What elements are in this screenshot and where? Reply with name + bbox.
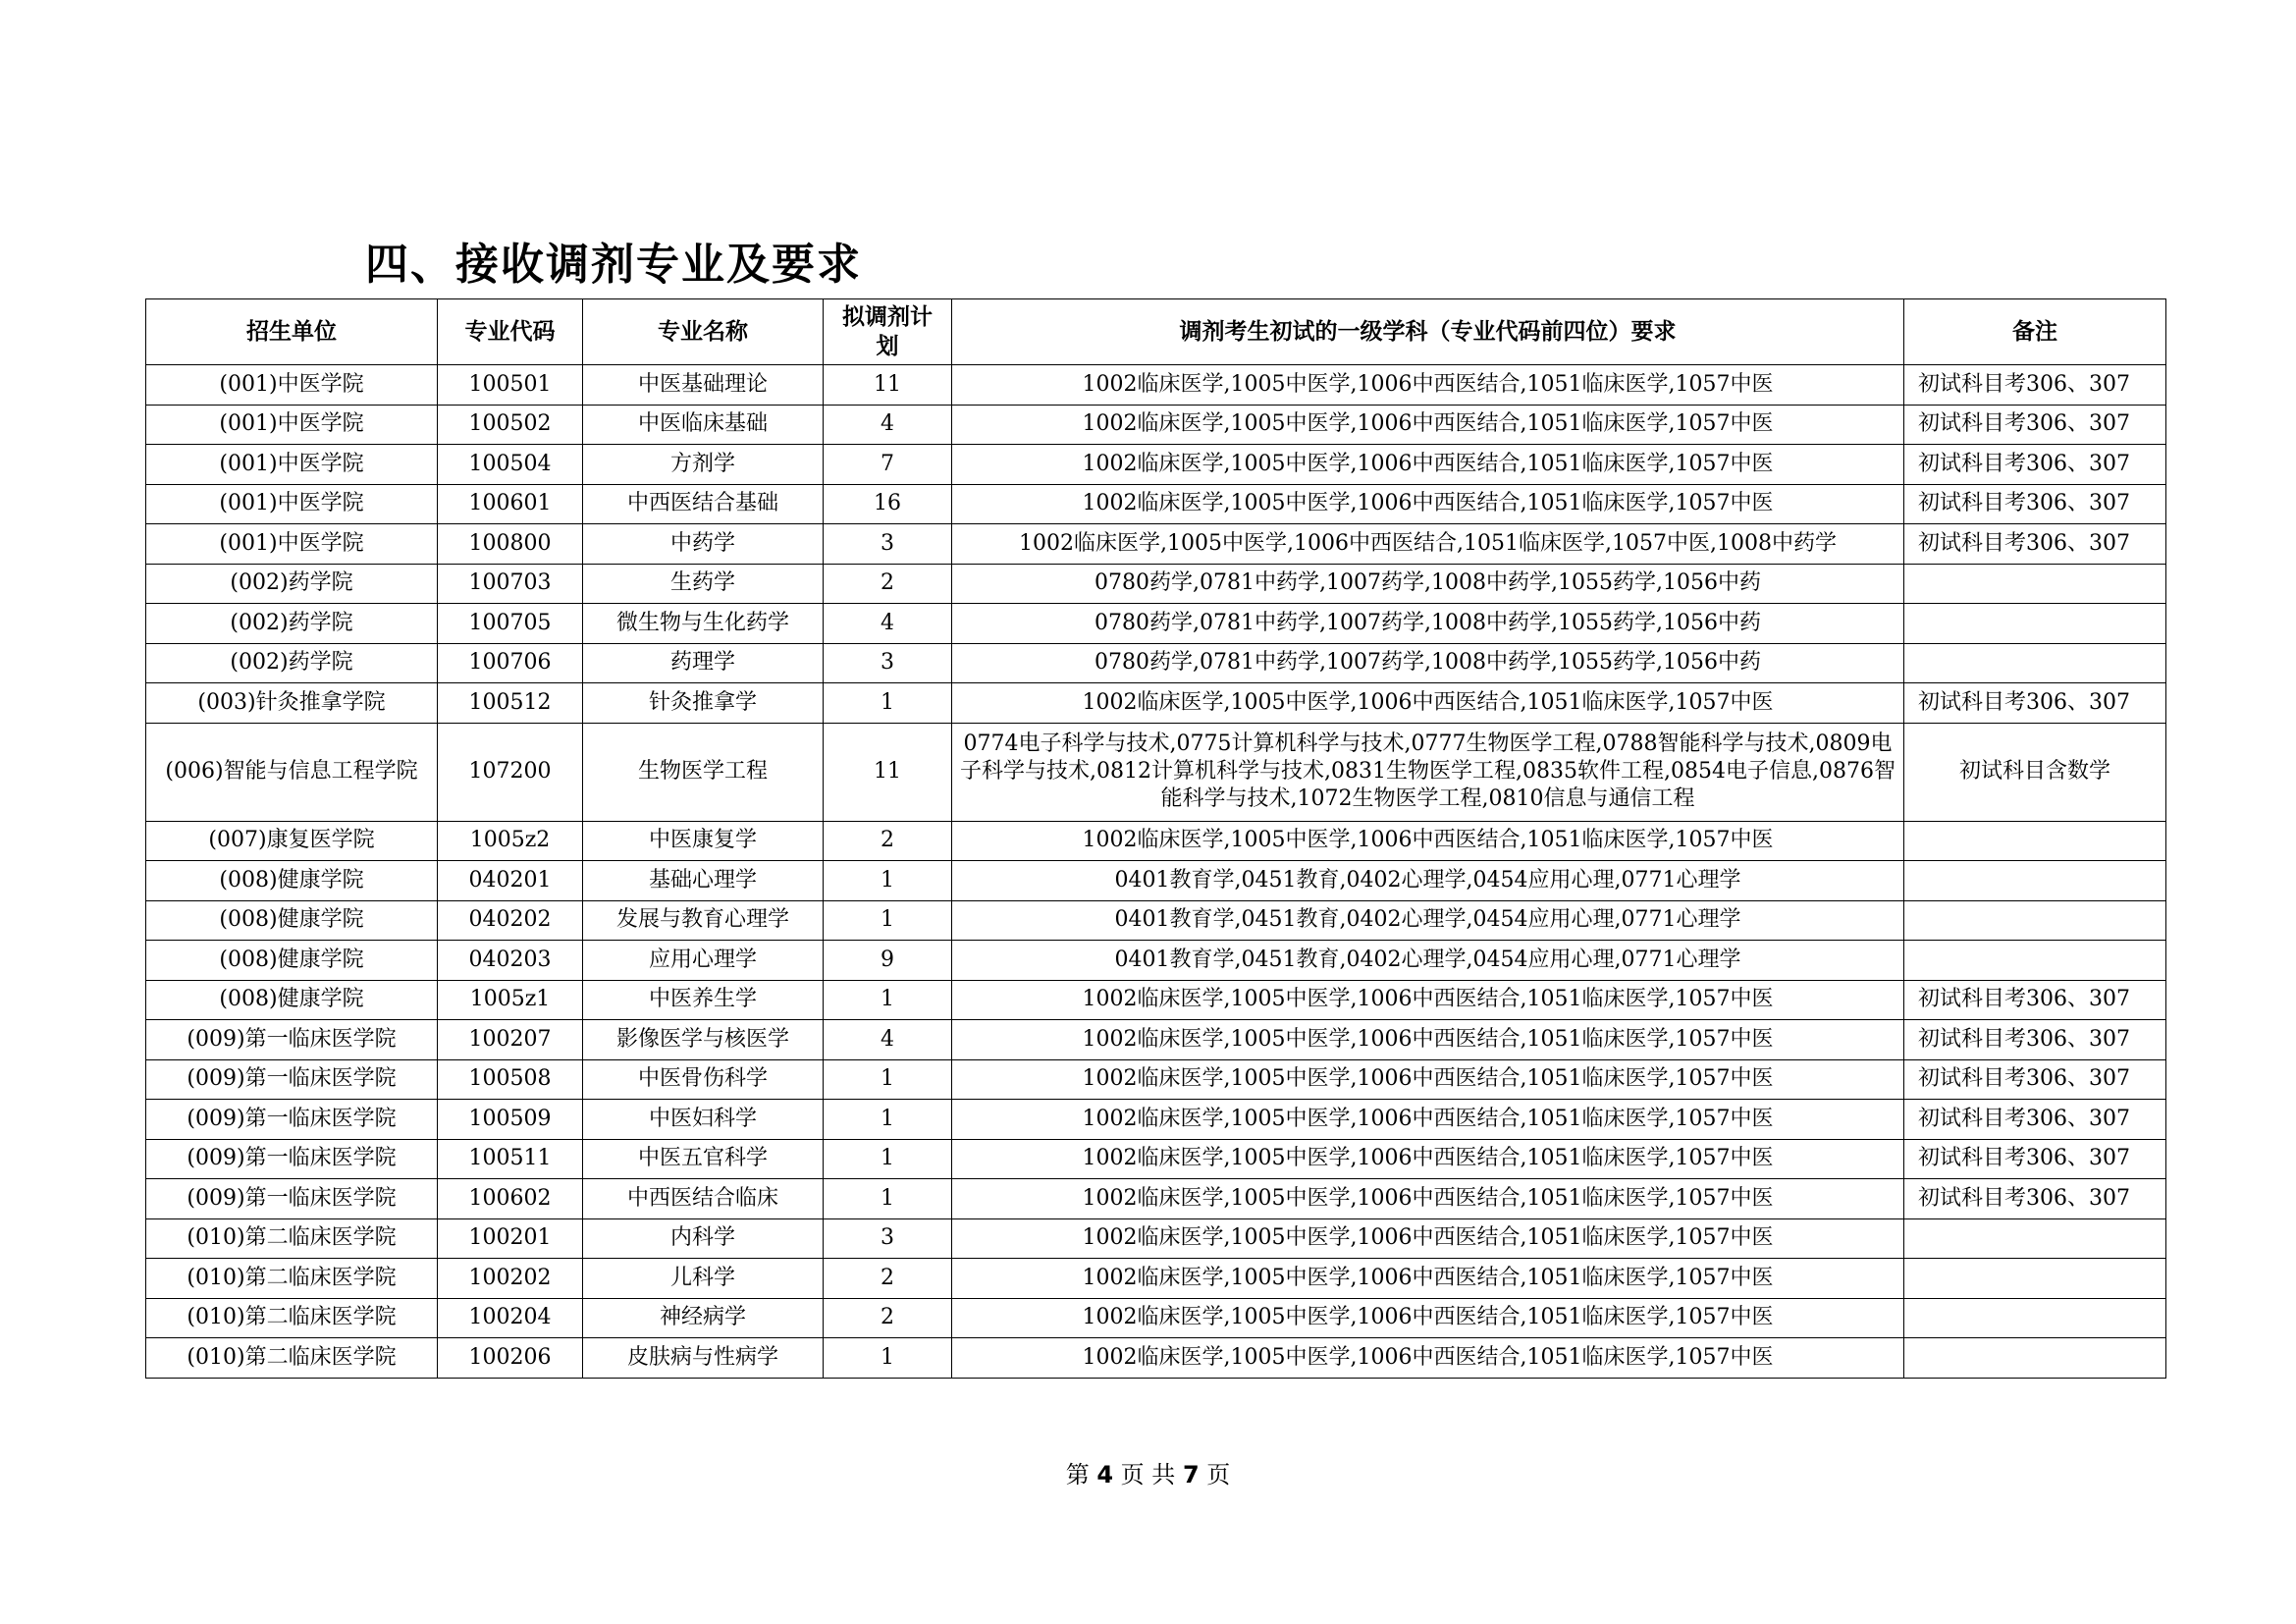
table-row: [146, 861, 2166, 901]
cell-remark: [1904, 1218, 2166, 1259]
cell-major: 方剂学: [583, 445, 824, 485]
table-row: [146, 683, 2166, 724]
header-code: 专业代码: [438, 299, 583, 365]
table-header-row: [146, 299, 2166, 365]
cell-unit: (009)第一临床医学院: [146, 1139, 438, 1179]
cell-code: 100504: [438, 445, 583, 485]
cell-requirement: 0401教育学,0451教育,0402心理学,0454应用心理,0771心理学: [952, 941, 1904, 981]
cell-requirement: 1002临床医学,1005中医学,1006中西医结合,1051临床医学,1057中医: [952, 405, 1904, 445]
cell-code: 107200: [438, 723, 583, 821]
table-row: [146, 484, 2166, 524]
cell-major: 生物医学工程: [583, 723, 824, 821]
cell-unit: (008)健康学院: [146, 900, 438, 941]
cell-major: 中医五官科学: [583, 1139, 824, 1179]
cell-plan: 1: [824, 1100, 952, 1140]
cell-remark: [1904, 564, 2166, 604]
cell-remark: [1904, 821, 2166, 861]
table-row: [146, 405, 2166, 445]
cell-plan: 11: [824, 365, 952, 406]
table-row: [146, 1218, 2166, 1259]
section-title: 四、接收调剂专业及要求: [365, 240, 862, 290]
footer-suffix: 页: [1206, 1461, 1231, 1489]
cell-unit: (010)第二临床医学院: [146, 1259, 438, 1299]
cell-unit: (001)中医学院: [146, 484, 438, 524]
cell-requirement: 1002临床医学,1005中医学,1006中西医结合,1051临床医学,1057中医: [952, 484, 1904, 524]
cell-code: 100207: [438, 1020, 583, 1060]
cell-unit: (001)中医学院: [146, 524, 438, 565]
cell-plan: 2: [824, 1259, 952, 1299]
cell-unit: (003)针灸推拿学院: [146, 683, 438, 724]
cell-remark: [1904, 643, 2166, 683]
header-requirement: 调剂考生初试的一级学科（专业代码前四位）要求: [952, 299, 1904, 365]
cell-remark: 初试科目考306、307: [1904, 365, 2166, 406]
table-row: [146, 1139, 2166, 1179]
cell-requirement: 1002临床医学,1005中医学,1006中西医结合,1051临床医学,1057中医: [952, 1139, 1904, 1179]
cell-remark: [1904, 861, 2166, 901]
cell-plan: 1: [824, 1059, 952, 1100]
page-footer: [0, 1455, 2296, 1489]
cell-plan: 16: [824, 484, 952, 524]
cell-unit: (010)第二临床医学院: [146, 1338, 438, 1379]
cell-major: 发展与教育心理学: [583, 900, 824, 941]
cell-plan: 3: [824, 643, 952, 683]
cell-code: 100602: [438, 1179, 583, 1219]
cell-requirement: 0774电子科学与技术,0775计算机科学与技术,0777生物医学工程,0788智能科学与技术,0809电子科学与技术,0812计算机科学与技术,0831生物医学工程,0835软件工程,0854电子信息,0876智能科学与技术,1072生物医学工程,0810信息与通信工程: [952, 723, 1904, 821]
cell-code: 100601: [438, 484, 583, 524]
cell-unit: (007)康复医学院: [146, 821, 438, 861]
cell-requirement: 1002临床医学,1005中医学,1006中西医结合,1051临床医学,1057中医: [952, 1338, 1904, 1379]
footer-total-pages: 7: [1182, 1461, 1200, 1489]
cell-major: 针灸推拿学: [583, 683, 824, 724]
cell-requirement: 1002临床医学,1005中医学,1006中西医结合,1051临床医学,1057中医: [952, 1179, 1904, 1219]
cell-plan: 2: [824, 564, 952, 604]
cell-remark: [1904, 941, 2166, 981]
header-remark: 备注: [1904, 299, 2166, 365]
cell-major: 生药学: [583, 564, 824, 604]
cell-code: 100509: [438, 1100, 583, 1140]
table-row: [146, 365, 2166, 406]
table-row: [146, 1059, 2166, 1100]
cell-unit: (010)第二临床医学院: [146, 1298, 438, 1338]
cell-plan: 1: [824, 683, 952, 724]
table-row: [146, 524, 2166, 565]
cell-plan: 1: [824, 1139, 952, 1179]
cell-major: 皮肤病与性病学: [583, 1338, 824, 1379]
cell-unit: (002)药学院: [146, 604, 438, 644]
cell-code: 100511: [438, 1139, 583, 1179]
cell-unit: (001)中医学院: [146, 405, 438, 445]
header-major: 专业名称: [583, 299, 824, 365]
cell-requirement: 1002临床医学,1005中医学,1006中西医结合,1051临床医学,1057中医: [952, 1059, 1904, 1100]
table-row: [146, 821, 2166, 861]
cell-code: 040201: [438, 861, 583, 901]
cell-requirement: 0780药学,0781中药学,1007药学,1008中药学,1055药学,1056中药: [952, 643, 1904, 683]
table-row: [146, 1179, 2166, 1219]
cell-unit: (009)第一临床医学院: [146, 1179, 438, 1219]
cell-requirement: 0401教育学,0451教育,0402心理学,0454应用心理,0771心理学: [952, 900, 1904, 941]
cell-plan: 4: [824, 405, 952, 445]
header-plan: 拟调剂计划: [824, 299, 952, 365]
cell-code: 100204: [438, 1298, 583, 1338]
cell-plan: 4: [824, 1020, 952, 1060]
cell-unit: (009)第一临床医学院: [146, 1059, 438, 1100]
cell-unit: (006)智能与信息工程学院: [146, 723, 438, 821]
cell-plan: 1: [824, 980, 952, 1020]
cell-remark: [1904, 1298, 2166, 1338]
cell-code: 100502: [438, 405, 583, 445]
table-row: [146, 564, 2166, 604]
table-row: [146, 1259, 2166, 1299]
table-row: [146, 1020, 2166, 1060]
cell-unit: (001)中医学院: [146, 365, 438, 406]
cell-remark: [1904, 900, 2166, 941]
cell-major: 中药学: [583, 524, 824, 565]
cell-plan: 11: [824, 723, 952, 821]
cell-plan: 1: [824, 900, 952, 941]
cell-major: 中医妇科学: [583, 1100, 824, 1140]
cell-plan: 2: [824, 1298, 952, 1338]
cell-major: 应用心理学: [583, 941, 824, 981]
cell-remark: [1904, 1259, 2166, 1299]
cell-requirement: 1002临床医学,1005中医学,1006中西医结合,1051临床医学,1057中医: [952, 821, 1904, 861]
cell-requirement: 1002临床医学,1005中医学,1006中西医结合,1051临床医学,1057中医: [952, 445, 1904, 485]
cell-major: 内科学: [583, 1218, 824, 1259]
table-row: [146, 1100, 2166, 1140]
cell-plan: 2: [824, 821, 952, 861]
cell-unit: (002)药学院: [146, 564, 438, 604]
cell-remark: 初试科目考306、307: [1904, 1100, 2166, 1140]
cell-requirement: 1002临床医学,1005中医学,1006中西医结合,1051临床医学,1057中医: [952, 683, 1904, 724]
table-row: [146, 980, 2166, 1020]
cell-unit: (008)健康学院: [146, 861, 438, 901]
cell-code: 100501: [438, 365, 583, 406]
cell-major: 中西医结合基础: [583, 484, 824, 524]
cell-remark: 初试科目考306、307: [1904, 1139, 2166, 1179]
cell-plan: 9: [824, 941, 952, 981]
cell-plan: 7: [824, 445, 952, 485]
cell-requirement: 1002临床医学,1005中医学,1006中西医结合,1051临床医学,1057中医: [952, 1259, 1904, 1299]
cell-major: 基础心理学: [583, 861, 824, 901]
cell-remark: 初试科目考306、307: [1904, 1179, 2166, 1219]
cell-requirement: 1002临床医学,1005中医学,1006中西医结合,1051临床医学,1057中医: [952, 980, 1904, 1020]
cell-unit: (002)药学院: [146, 643, 438, 683]
cell-unit: (001)中医学院: [146, 445, 438, 485]
table-row: [146, 1298, 2166, 1338]
cell-code: 100508: [438, 1059, 583, 1100]
cell-major: 中医临床基础: [583, 405, 824, 445]
table-row: [146, 900, 2166, 941]
cell-remark: [1904, 604, 2166, 644]
cell-plan: 3: [824, 524, 952, 565]
cell-remark: 初试科目考306、307: [1904, 445, 2166, 485]
cell-remark: 初试科目考306、307: [1904, 405, 2166, 445]
cell-major: 药理学: [583, 643, 824, 683]
cell-code: 100705: [438, 604, 583, 644]
cell-remark: 初试科目考306、307: [1904, 683, 2166, 724]
cell-requirement: 1002临床医学,1005中医学,1006中西医结合,1051临床医学,1057中医: [952, 1020, 1904, 1060]
cell-code: 100201: [438, 1218, 583, 1259]
footer-middle: 页 共: [1120, 1461, 1176, 1489]
cell-remark: 初试科目考306、307: [1904, 484, 2166, 524]
cell-major: 影像医学与核医学: [583, 1020, 824, 1060]
cell-unit: (008)健康学院: [146, 980, 438, 1020]
cell-requirement: 1002临床医学,1005中医学,1006中西医结合,1051临床医学,1057中医: [952, 1298, 1904, 1338]
table-row: [146, 604, 2166, 644]
cell-major: 中医养生学: [583, 980, 824, 1020]
cell-major: 微生物与生化药学: [583, 604, 824, 644]
cell-unit: (008)健康学院: [146, 941, 438, 981]
header-unit: 招生单位: [146, 299, 438, 365]
cell-code: 100706: [438, 643, 583, 683]
cell-plan: 1: [824, 1179, 952, 1219]
table-row: [146, 1338, 2166, 1379]
cell-code: 100512: [438, 683, 583, 724]
table-row: [146, 941, 2166, 981]
footer-prefix: 第: [1065, 1461, 1090, 1489]
cell-unit: (009)第一临床医学院: [146, 1100, 438, 1140]
adjustment-table: [145, 298, 2166, 1379]
cell-unit: (009)第一临床医学院: [146, 1020, 438, 1060]
cell-code: 1005z2: [438, 821, 583, 861]
cell-code: 040203: [438, 941, 583, 981]
cell-remark: 初试科目考306、307: [1904, 524, 2166, 565]
cell-major: 中医康复学: [583, 821, 824, 861]
table-body: [146, 365, 2166, 1379]
table-row: [146, 445, 2166, 485]
cell-code: 1005z1: [438, 980, 583, 1020]
table-row: [146, 723, 2166, 821]
cell-code: 100202: [438, 1259, 583, 1299]
cell-major: 儿科学: [583, 1259, 824, 1299]
cell-remark: 初试科目考306、307: [1904, 980, 2166, 1020]
cell-plan: 1: [824, 861, 952, 901]
cell-requirement: 0401教育学,0451教育,0402心理学,0454应用心理,0771心理学: [952, 861, 1904, 901]
cell-requirement: 0780药学,0781中药学,1007药学,1008中药学,1055药学,1056中药: [952, 604, 1904, 644]
cell-plan: 1: [824, 1338, 952, 1379]
cell-code: 100206: [438, 1338, 583, 1379]
cell-major: 中西医结合临床: [583, 1179, 824, 1219]
cell-remark: 初试科目考306、307: [1904, 1059, 2166, 1100]
cell-plan: 3: [824, 1218, 952, 1259]
cell-plan: 4: [824, 604, 952, 644]
cell-requirement: 1002临床医学,1005中医学,1006中西医结合,1051临床医学,1057中医: [952, 1218, 1904, 1259]
footer-page-number: 4: [1096, 1461, 1114, 1489]
cell-requirement: 0780药学,0781中药学,1007药学,1008中药学,1055药学,1056中药: [952, 564, 1904, 604]
cell-remark: [1904, 1338, 2166, 1379]
cell-remark: 初试科目考306、307: [1904, 1020, 2166, 1060]
cell-requirement: 1002临床医学,1005中医学,1006中西医结合,1051临床医学,1057中医: [952, 365, 1904, 406]
cell-requirement: 1002临床医学,1005中医学,1006中西医结合,1051临床医学,1057中医: [952, 1100, 1904, 1140]
cell-requirement: 1002临床医学,1005中医学,1006中西医结合,1051临床医学,1057中医,1008中药学: [952, 524, 1904, 565]
cell-code: 100800: [438, 524, 583, 565]
cell-major: 神经病学: [583, 1298, 824, 1338]
cell-major: 中医基础理论: [583, 365, 824, 406]
cell-unit: (010)第二临床医学院: [146, 1218, 438, 1259]
cell-major: 中医骨伤科学: [583, 1059, 824, 1100]
cell-remark: 初试科目含数学: [1904, 723, 2166, 821]
cell-code: 040202: [438, 900, 583, 941]
table-row: [146, 643, 2166, 683]
cell-code: 100703: [438, 564, 583, 604]
